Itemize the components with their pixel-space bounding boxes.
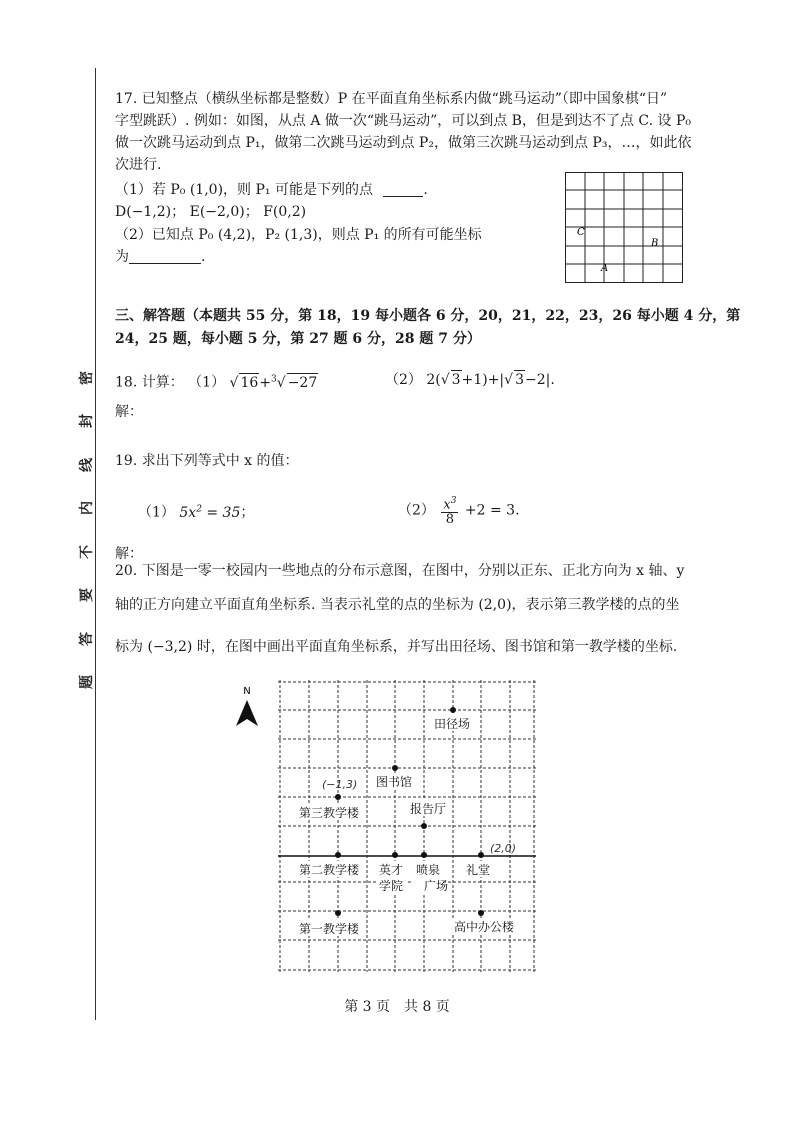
q17-sub2: （2）已知点 P₀ (4,2)，P₂ (1,3)，则点 P₁ 的所有可能坐标 <box>115 227 482 243</box>
point-library <box>392 765 398 771</box>
q19-stem: 19. 求出下列等式中 x 的值： <box>115 453 299 469</box>
q17-sub1-options: D(−1,2)； E(−2,0)； F(0,2) <box>115 204 307 220</box>
q17-sub1: （1）若 P₀ (1,0)，则 P₁ 可能是下列的点 . <box>115 182 428 198</box>
seal-char: 答 <box>79 631 95 646</box>
q19-part2-fraction: $\frac{x^3}{8}$ <box>443 496 457 528</box>
q17-line3: 做一次跳马运动到点 P₁，做第二次跳马运动到点 P₂，做第三次跳马运动到点 P₃，…，如此依 <box>115 135 692 151</box>
seal-char: 不 <box>79 544 95 559</box>
seal-warning <box>78 370 96 690</box>
campus-map-grid <box>278 680 538 974</box>
q20-line1: 20. 下图是一零一校园内一些地点的分布示意图，在图中，分别以正东、正北方向为 x 轴、y <box>115 563 685 579</box>
q18-part2 <box>385 370 555 389</box>
handwritten-auditorium-coord: (2,0) <box>490 842 517 855</box>
q18-stem-text: 18. 计算： <box>115 374 184 391</box>
seal-char: 密 <box>79 371 95 385</box>
label-auditorium: 礼堂 <box>465 863 491 877</box>
label-yingcai-1: 英才 <box>378 863 404 877</box>
q19-part2-label: （2） <box>398 502 435 519</box>
q17-knight-grid <box>565 172 683 284</box>
label-fountain-1: 喷泉 <box>415 863 441 877</box>
point-c-label: C <box>577 227 585 238</box>
label-teach1: 第一教学楼 <box>298 922 360 936</box>
label-library: 图书馆 <box>375 775 413 789</box>
q18-answer-label: 解： <box>115 404 143 420</box>
q17-line2: 字型跳跃）. 例如：如图，从点 A 做一次“跳马运动”，可以到点 B，但是到达不了点 C. 设 P₀ <box>115 113 692 129</box>
q18-part1-label: （1） <box>188 374 226 391</box>
label-fountain-2: 广场 <box>423 879 449 893</box>
q19-part1-tail: ； <box>240 504 255 521</box>
q19-part2 <box>398 494 520 527</box>
point-teach3 <box>335 794 341 800</box>
q17-line4: 次进行. <box>115 157 162 173</box>
label-track: 田径场 <box>433 717 471 731</box>
q19-part1 <box>138 500 254 522</box>
seal-char: 要 <box>79 588 95 603</box>
q20-line3: 标为 (−3,2) 时，在图中画出平面直角坐标系，并写出田径场、图书馆和第一教学楼的坐标. <box>115 639 678 655</box>
q19-part2-rest: +2 = 3. <box>464 502 520 519</box>
label-teach2: 第二教学楼 <box>298 863 360 877</box>
point-auditorium <box>478 852 484 858</box>
label-yingcai-2: 学院 <box>378 879 404 893</box>
label-office: 高中办公楼 <box>453 920 515 934</box>
q17-line1: 17. 已知整点（横纵坐标都是整数）P 在平面直角坐标系内做“跳马运动”（即中国象棋“日” <box>115 91 668 107</box>
q18-stem <box>115 370 318 392</box>
point-track <box>450 707 456 713</box>
q17-answer-blank-1[interactable] <box>383 182 423 197</box>
q17-sub1-text: （1）若 P₀ (1,0)，则 P₁ 可能是下列的点 <box>115 182 373 198</box>
seal-char: 封 <box>79 414 95 429</box>
q17-answer-blank-2[interactable] <box>129 249 201 264</box>
q19-answer-label: 解： <box>115 546 143 562</box>
page-footer: 第 3 页 共 8 页 <box>344 999 450 1015</box>
north-label: N <box>243 686 251 697</box>
point-office <box>478 910 484 916</box>
seal-char: 题 <box>79 674 95 689</box>
handwritten-library-coord: (−1,3) <box>322 778 358 791</box>
q17-sub2-end: 为 . <box>115 249 206 265</box>
q18-part1-expr: √ 16+$^3$√ −27 <box>229 374 318 391</box>
label-hall: 报告厅 <box>409 802 447 816</box>
point-b-label: B <box>651 238 659 249</box>
q18-part2-label: （2） <box>385 372 422 388</box>
seal-char: 内 <box>79 501 95 516</box>
point-yingcai <box>392 852 398 858</box>
q19-part1-expr: $5x^2 = 35$ <box>179 504 241 521</box>
seal-char: 线 <box>79 457 95 472</box>
north-arrow-icon <box>232 684 262 728</box>
point-a-label: A <box>601 263 609 274</box>
q17-sub2-end-text: 为 <box>115 249 129 265</box>
point-hall <box>421 823 427 829</box>
section3-title-line1: 三、解答题（本题共 55 分，第 18，19 每小题各 6 分，20，21，22，23，26 每小题 4 分，第 <box>115 308 741 324</box>
section3-title-line2: 24，25 题，每小题 5 分，第 27 题 6 分，28 题 7 分） <box>115 331 481 347</box>
q18-part2-expr: 2(√ 3+1)+|√ 3−2|. <box>426 372 555 388</box>
q19-part1-label: （1） <box>138 504 175 521</box>
q20-line2: 轴的正方向建立平面直角坐标系. 当表示礼堂的点的坐标为 (2,0)，表示第三教学楼的点的坐 <box>115 597 680 613</box>
point-teach2 <box>335 852 341 858</box>
label-teach3: 第三教学楼 <box>298 806 360 820</box>
point-teach1 <box>335 910 341 916</box>
point-fountain <box>421 852 427 858</box>
